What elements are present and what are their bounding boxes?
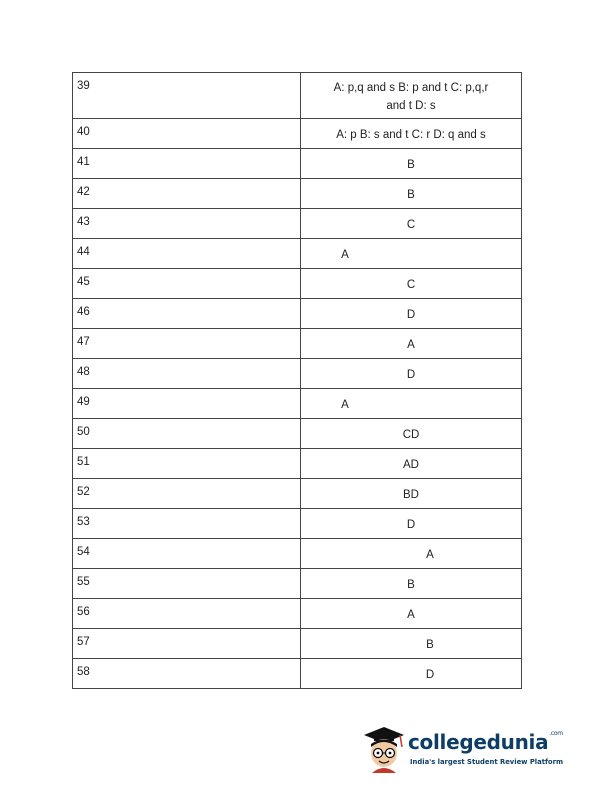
answer-text: A xyxy=(407,609,415,621)
collegedunia-logo xyxy=(360,723,564,773)
question-number: 43 xyxy=(73,209,301,239)
answer-text: B xyxy=(407,159,415,171)
question-number: 47 xyxy=(73,329,301,359)
answer-cell xyxy=(301,419,522,449)
table-row xyxy=(73,539,522,569)
question-number: 46 xyxy=(73,299,301,329)
answer-text: B xyxy=(426,639,434,651)
question-number: 51 xyxy=(73,449,301,479)
question-number: 58 xyxy=(73,659,301,689)
answer-text: D xyxy=(406,309,416,321)
answer-cell xyxy=(301,629,522,659)
question-number: 48 xyxy=(73,359,301,389)
question-number: 41 xyxy=(73,149,301,179)
answer-cell xyxy=(301,539,522,569)
question-number: 55 xyxy=(73,569,301,599)
answer-text: C xyxy=(406,219,416,231)
question-number: 45 xyxy=(73,269,301,299)
table-row xyxy=(73,449,522,479)
answer-text: D xyxy=(406,369,416,381)
answer-text: A xyxy=(407,339,415,351)
question-number: 42 xyxy=(73,179,301,209)
answer-cell xyxy=(301,269,522,299)
answer-cell xyxy=(301,179,522,209)
table-row xyxy=(73,149,522,179)
answer-text: and t D: s xyxy=(386,100,436,112)
table-row xyxy=(73,209,522,239)
answer-table xyxy=(72,72,522,689)
answer-text: A xyxy=(426,549,434,561)
answer-text: D xyxy=(425,669,435,681)
question-number: 56 xyxy=(73,599,301,629)
question-number: 53 xyxy=(73,509,301,539)
answer-cell xyxy=(301,569,522,599)
table-row xyxy=(73,629,522,659)
answer-text: D xyxy=(406,519,416,531)
table-row xyxy=(73,299,522,329)
question-number: 49 xyxy=(73,389,301,419)
answer-cell xyxy=(301,359,522,389)
answer-text: A: p B: s and t C: r D: q and s xyxy=(336,129,486,141)
table-row xyxy=(73,599,522,629)
table-row xyxy=(73,239,522,269)
table-row xyxy=(73,73,522,119)
table-row xyxy=(73,179,522,209)
table-row xyxy=(73,509,522,539)
answer-cell xyxy=(301,329,522,359)
answer-cell xyxy=(301,149,522,179)
question-number: 40 xyxy=(73,119,301,149)
table-row xyxy=(73,569,522,599)
answer-text: A: p,q and s B: p and t C: p,q,r xyxy=(333,82,489,94)
table-row xyxy=(73,329,522,359)
question-number: 39 xyxy=(73,73,301,119)
answer-cell xyxy=(301,299,522,329)
answer-cell xyxy=(301,389,522,419)
answer-cell xyxy=(301,73,522,119)
table-row xyxy=(73,359,522,389)
answer-cell xyxy=(301,659,522,689)
question-number: 57 xyxy=(73,629,301,659)
table-row xyxy=(73,269,522,299)
answer-cell xyxy=(301,119,522,149)
answer-text: B xyxy=(407,189,415,201)
answer-text: A xyxy=(341,249,349,261)
answer-text: B xyxy=(407,579,415,591)
table-row xyxy=(73,119,522,149)
question-number: 54 xyxy=(73,539,301,569)
question-number: 44 xyxy=(73,239,301,269)
answer-text: A xyxy=(341,399,349,411)
answer-cell xyxy=(301,239,522,269)
answer-text: C xyxy=(406,279,416,291)
brand-tagline: India's largest Student Review Platform xyxy=(410,758,564,766)
answer-cell xyxy=(301,209,522,239)
answer-cell xyxy=(301,479,522,509)
answer-cell xyxy=(301,449,522,479)
answer-text: BD xyxy=(403,489,419,501)
table-row xyxy=(73,659,522,689)
answer-text: AD xyxy=(403,459,419,471)
answer-cell xyxy=(301,599,522,629)
answer-cell xyxy=(301,509,522,539)
table-row xyxy=(73,479,522,509)
table-row xyxy=(73,389,522,419)
question-number: 52 xyxy=(73,479,301,509)
table-row xyxy=(73,419,522,449)
answer-text: CD xyxy=(402,429,420,441)
mascot-icon xyxy=(360,723,410,773)
brand-name: collegedunia$^{.com}$ xyxy=(408,730,563,754)
question-number: 50 xyxy=(73,419,301,449)
